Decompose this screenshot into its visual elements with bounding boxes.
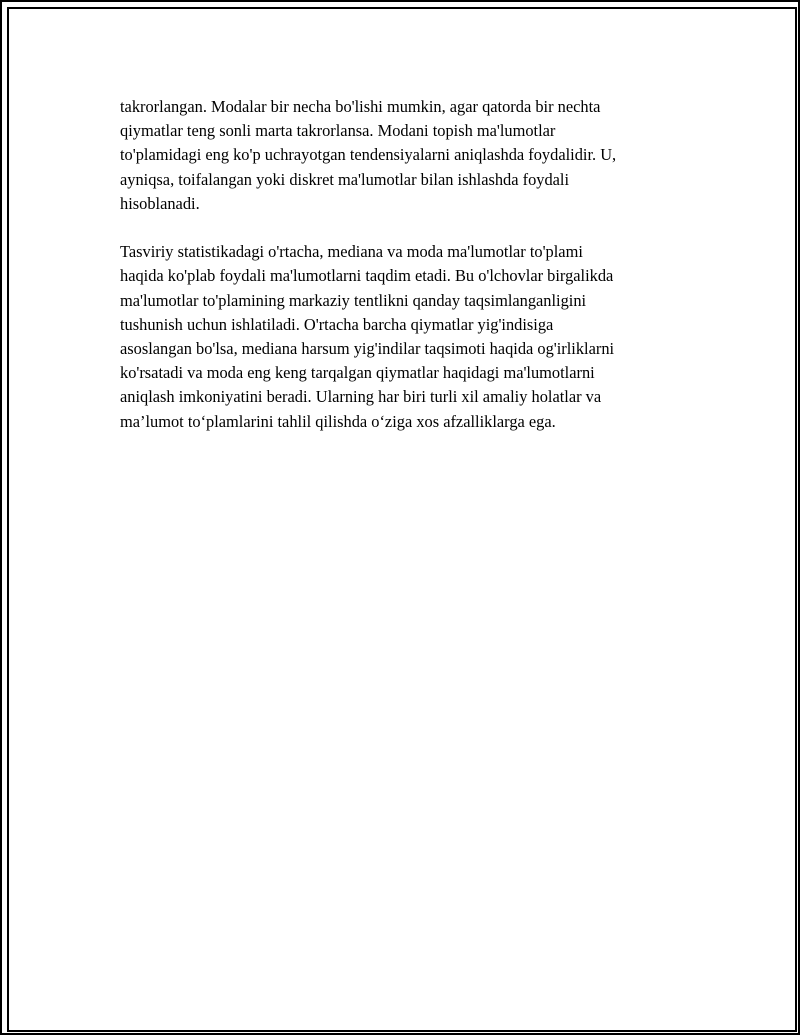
paragraph-mode-description: [120, 95, 685, 216]
text-line: haqida ko'plab foydali ma'lumotlarni taqdim etadi. Bu o'lchovlar birgalikda: [120, 266, 614, 286]
text-line: takrorlangan. Modalar bir necha bo'lishi mumkin, agar qatorda bir nechta: [120, 97, 601, 116]
text-line: tushunish uchun ishlatiladi. O'rtacha barcha qiymatlar yig'indisiga: [120, 314, 554, 334]
text-line: to'plamidagi eng ko'p uchrayotgan tendensiyalarni aniqlashda foydalidir. U,: [120, 145, 617, 165]
document-body: [120, 95, 685, 458]
text-line: hisoblanadi.: [120, 193, 200, 213]
text-line: ayniqsa, toifalangan yoki diskret ma'lumotlar bilan ishlashda foydali: [120, 169, 570, 189]
text-line: ko'rsatadi va moda eng keng tarqalgan qiymatlar haqidagi ma'lumotlarni: [120, 363, 595, 383]
text-line: asoslangan bo'lsa, mediana harsum yig'indilar taqsimoti haqida og'irliklarni: [120, 339, 615, 359]
paragraph-summary: [120, 240, 685, 434]
text-line: ma’lumot to‘plamlarini tahlil qilishda o‘ziga xos afzalliklarga ega.: [120, 411, 556, 431]
text-line: qiymatlar teng sonli marta takrorlansa. Modani topish ma'lumotlar: [120, 121, 556, 141]
text-line: Tasviriy statistikadagi o'rtacha, mediana va moda ma'lumotlar to'plami: [120, 242, 583, 262]
text-line: ma'lumotlar to'plamining markaziy tentlikni qanday taqsimlanganligini: [120, 290, 587, 310]
text-line: aniqlash imkoniyatini beradi. Ularning har biri turli xil amaliy holatlar va: [120, 387, 602, 407]
